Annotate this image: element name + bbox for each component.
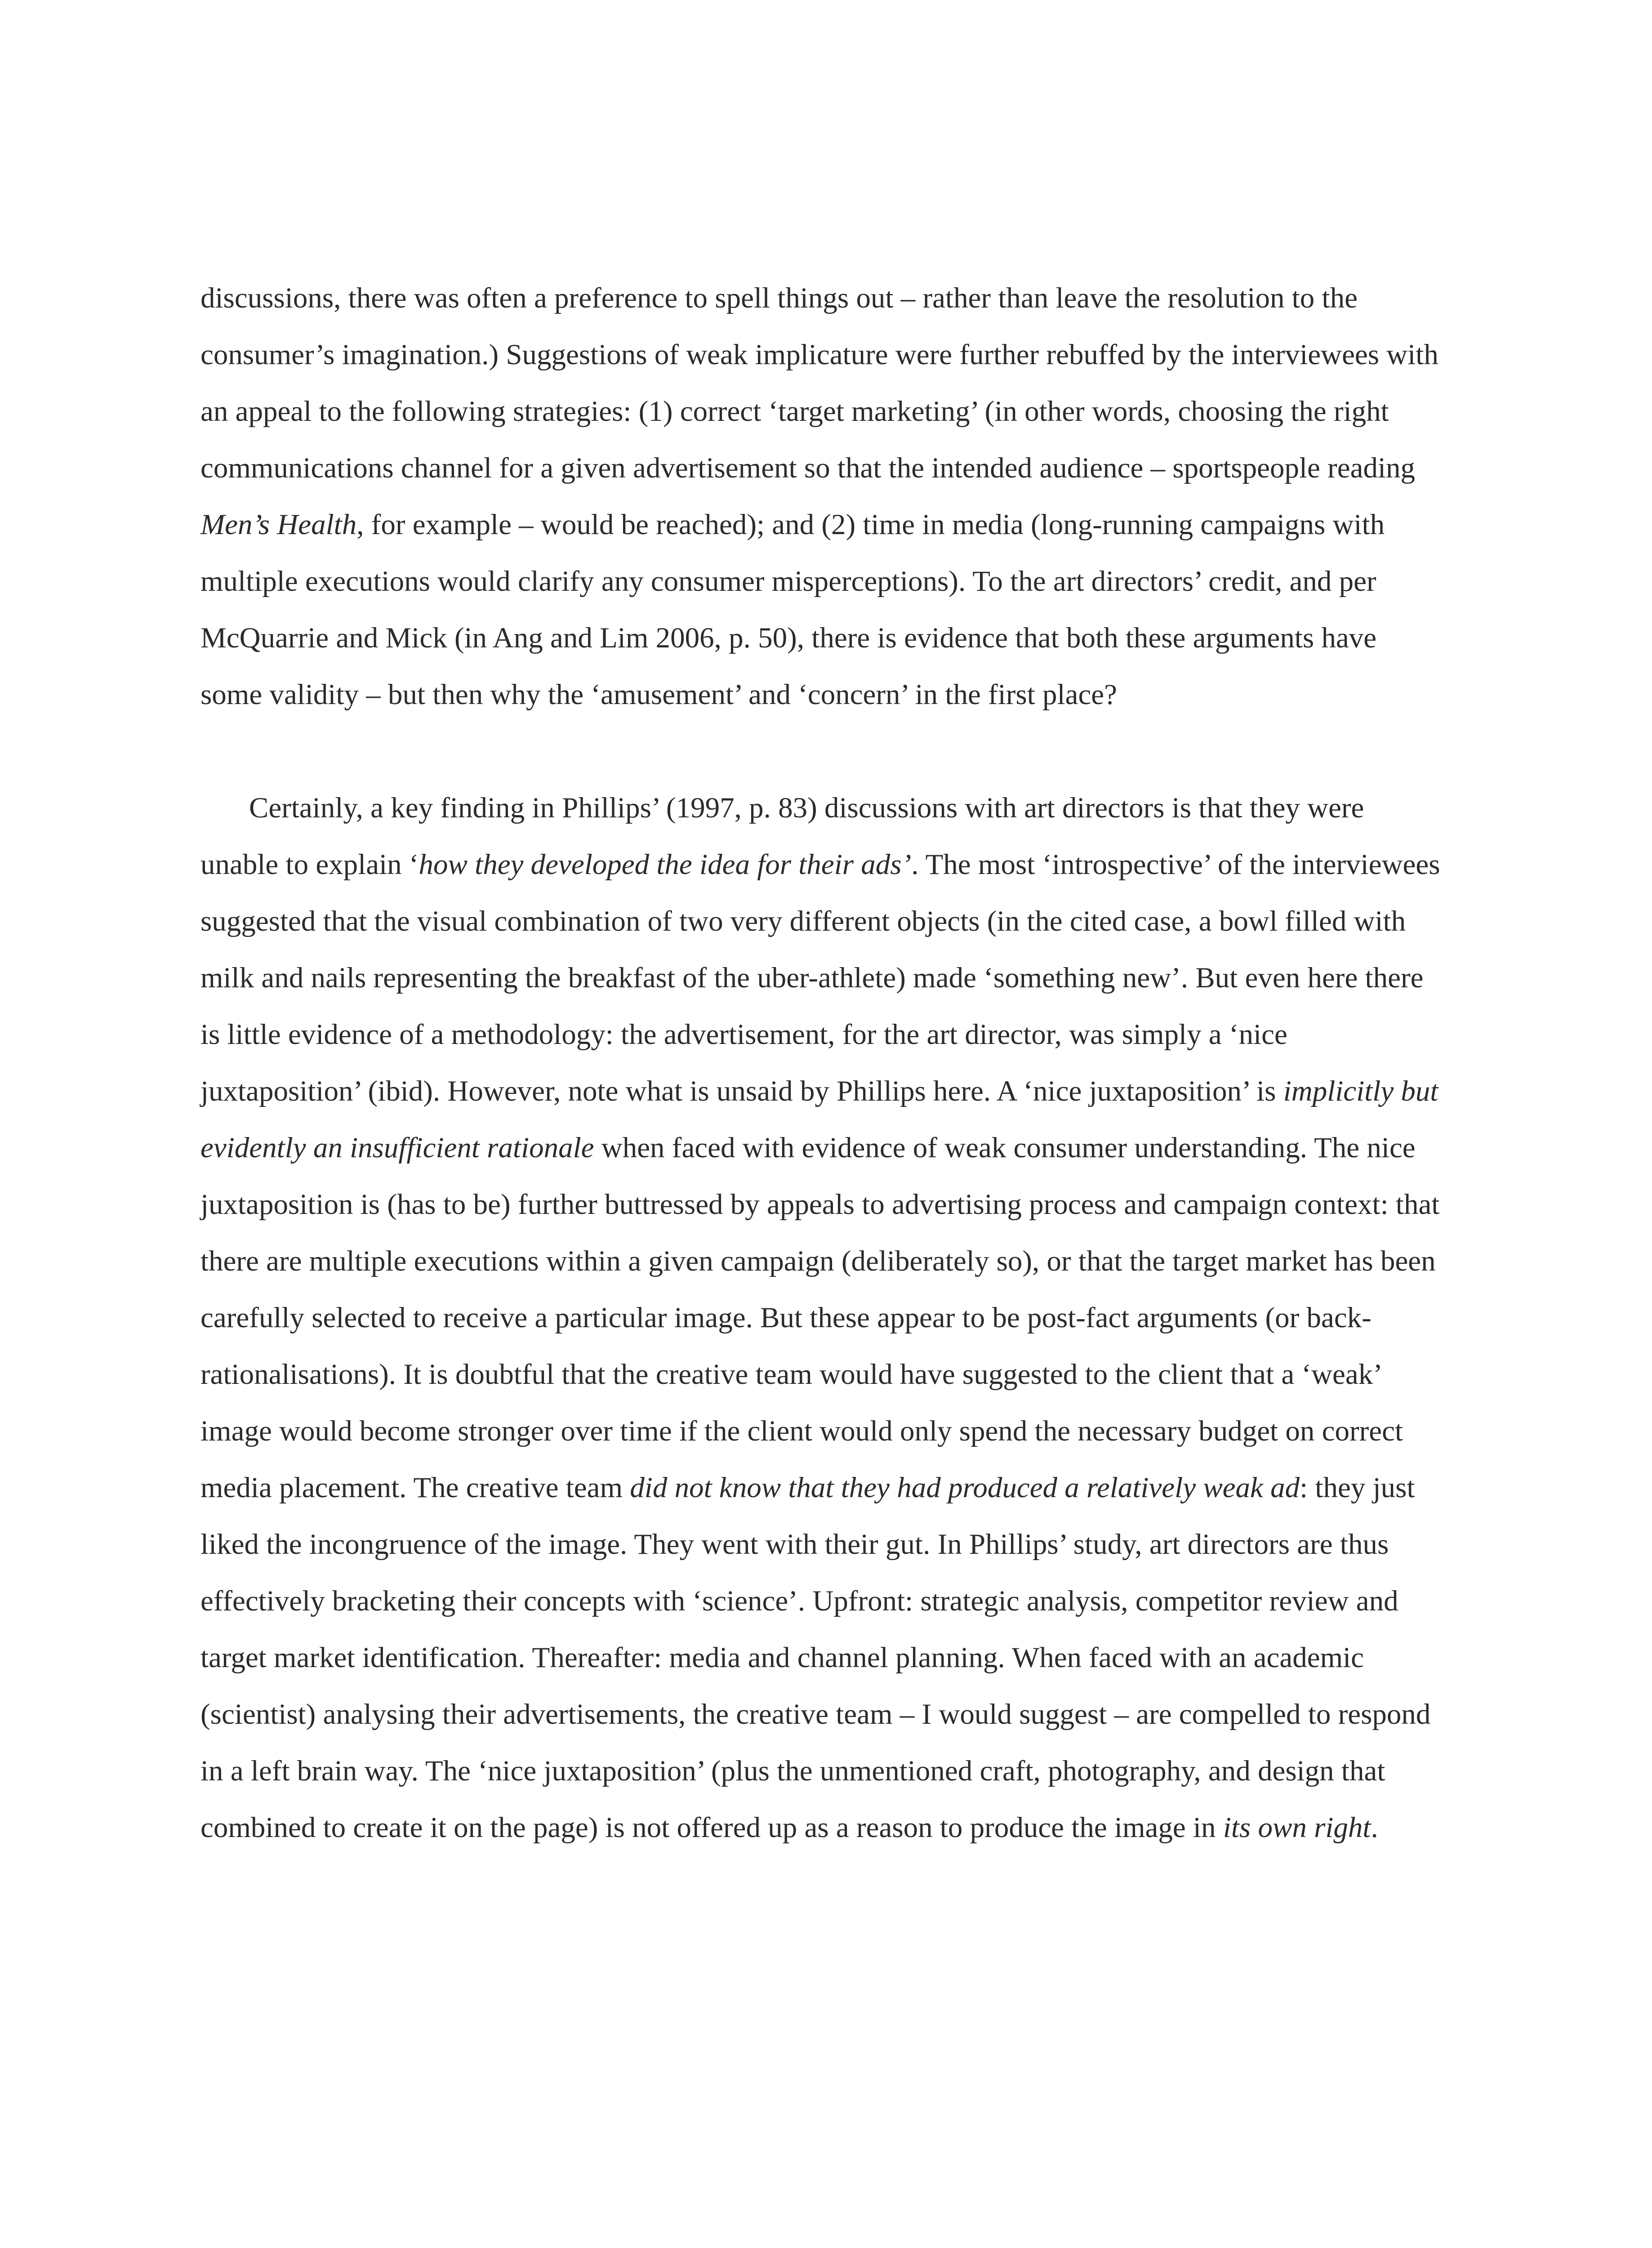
paragraph-2-italic-2: implicitly but evidently an insufficient rationale — [200, 1075, 1438, 1164]
paragraph-2 — [200, 780, 1441, 1856]
paragraph-2-italic-4: its own right — [1223, 1811, 1371, 1844]
paragraph-1-text-2: , for example – would be reached); and (2) time in media (long-running campaigns with multiple executions would clarify any consumer misperceptions). To the art directors’ credit, and per McQuarrie and Mick (in Ang and Lim 2006, p. 50), there is evidence that both these arguments have some validity – but then why the ‘amusement’ and ‘concern’ in the first place? — [200, 508, 1385, 711]
paragraph-2-text-2: . The most ‘introspective’ of the interviewees suggested that the visual combination of two very different objects (in the cited case, a bowl filled with milk and nails representing the breakfast of the uber-athlete) made ‘something new’. But even here there is little evidence of a methodology: the advertisement, for the art director, was simply a ‘nice juxtaposition’ (ibid). However, note what is unsaid by Phillips here. A ‘nice juxtaposition’ is — [200, 848, 1440, 1107]
paragraph-2-text-3: when faced with evidence of weak consumer understanding. The nice juxtaposition is (has to be) further buttressed by appeals to advertising process and campaign context: that there are multiple executions within a given campaign (deliberately so), or that the target market has been carefully selected to receive a particular image. But these appear to be post-fact arguments (or back-rationalisations). It is doubtful that the creative team would have suggested to the client that a ‘weak’ image would become stronger over time if the client would only spend the necessary budget on correct media placement. The creative team — [200, 1132, 1440, 1504]
body-text — [200, 270, 1441, 1856]
paragraph-2-italic-3: did not know that they had produced a relatively weak ad — [630, 1472, 1300, 1504]
paragraph-2-text-5: . — [1371, 1811, 1378, 1844]
paragraph-1-text-1: discussions, there was often a preference to spell things out – rather than leave the resolution to the consumer’s imagination.) Suggestions of weak implicature were further rebuffed by the interviewees with an appeal to the following strategies: (1) correct ‘target marketing’ (in other words, choosing the right communications channel for a given advertisement so that the intended audience – sportspeople reading — [200, 282, 1438, 484]
paragraph-2-italic-1: how they developed the idea for their ads’ — [419, 848, 912, 881]
paragraph-2-text-1: Certainly, a key finding in Phillips’ (1997, p. 83) discussions with art directors is that they were unable to explain ‘ — [200, 792, 1364, 881]
paragraph-1 — [200, 270, 1441, 723]
paragraph-1-italic-1: Men’s Health — [200, 508, 357, 541]
paragraph-2-text-4: : they just liked the incongruence of the image. They went with their gut. In Phillips’ study, art directors are thus effectively bracketing their concepts with ‘science’. Upfront: strategic analysis, competitor review and target market identification. Thereafter: media and channel planning. When faced with an academic (scientist) analysing their advertisements, the creative team – I would suggest – are compelled to respond in a left brain way. The ‘nice juxtaposition’ (plus the unmentioned craft, photography, and design that combined to create it on the page) is not offered up as a reason to produce the image in — [200, 1472, 1431, 1844]
